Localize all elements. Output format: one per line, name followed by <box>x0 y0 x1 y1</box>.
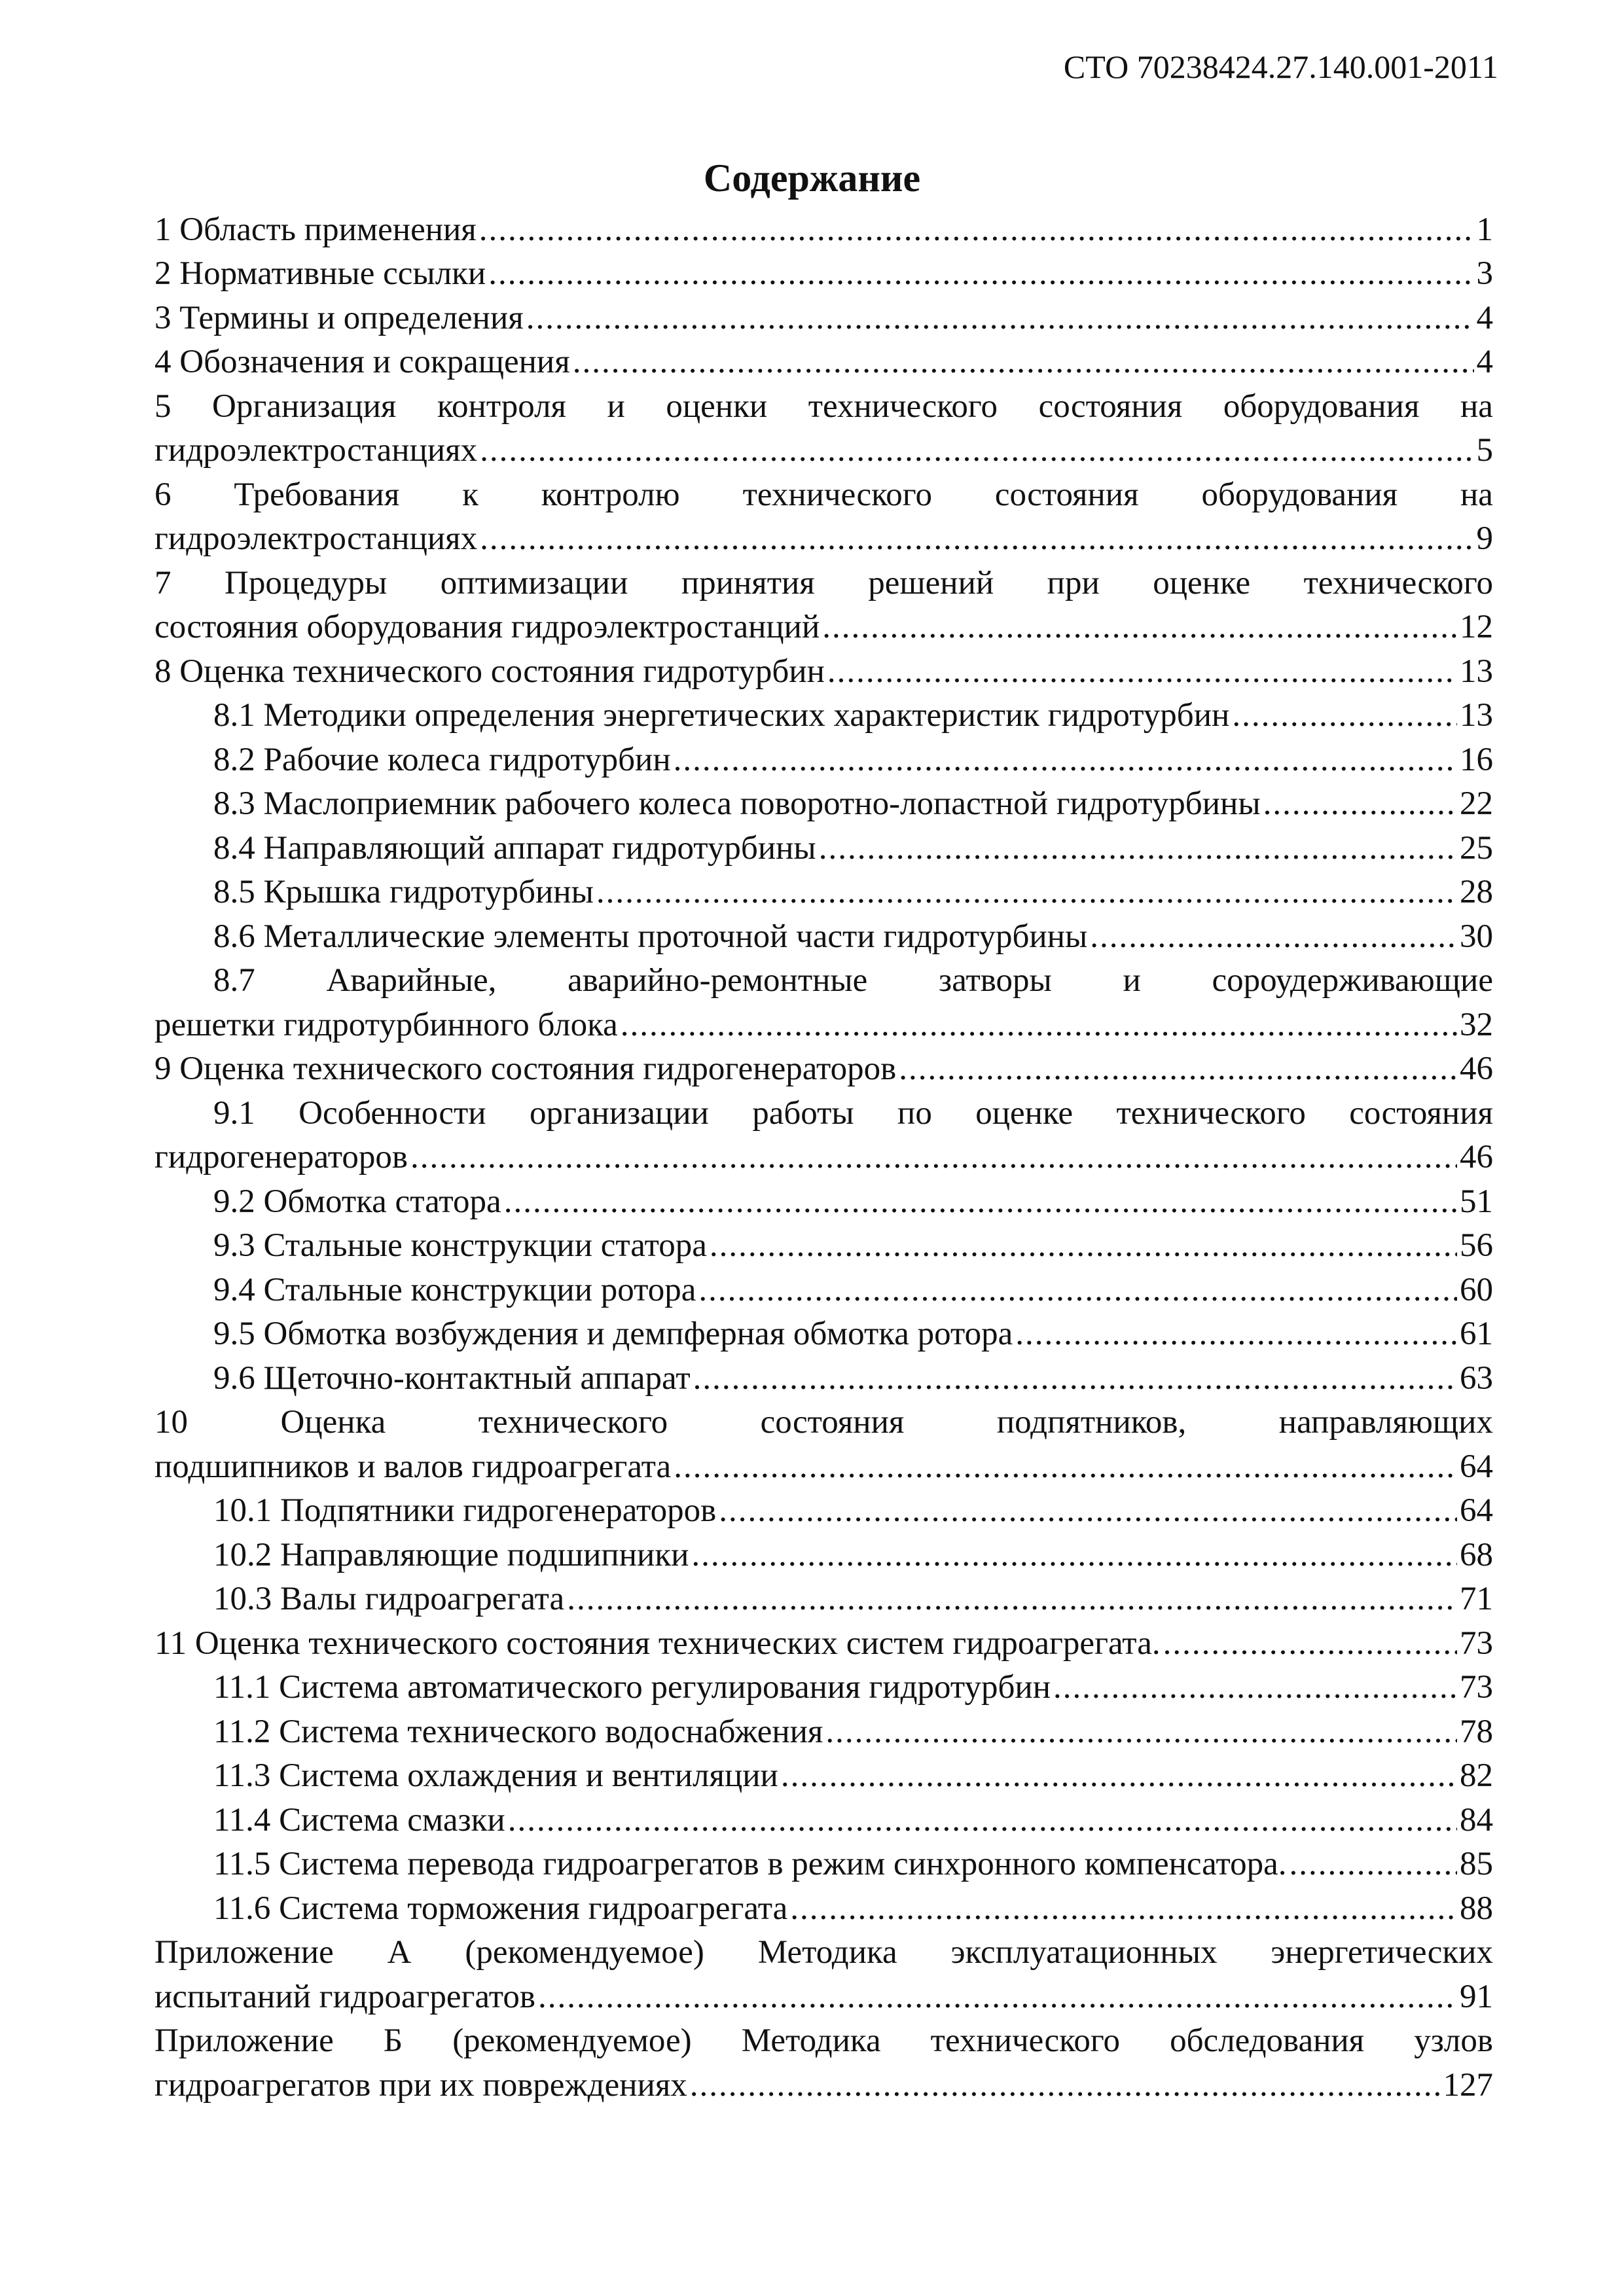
toc-entry-page: 3 <box>1476 255 1493 292</box>
dot-leader <box>819 829 1457 867</box>
toc-entry-line <box>154 999 1493 1044</box>
toc-entry-line <box>154 1662 1493 1707</box>
toc-entry-page: 51 <box>1460 1183 1493 1220</box>
toc-entry-word: узлов <box>1414 2022 1493 2059</box>
toc-entry-line <box>154 1795 1493 1839</box>
table-of-contents <box>154 204 1493 2104</box>
dot-leader <box>825 1713 1457 1751</box>
dot-leader <box>621 1006 1457 1044</box>
dot-leader <box>567 1580 1457 1618</box>
toc-entry-page: 73 <box>1460 1669 1493 1706</box>
toc-entry-word: Требования <box>234 476 400 513</box>
toc-entry-word: Приложение <box>154 1934 334 1971</box>
toc-entry-word: 8.7 <box>213 962 255 999</box>
toc-entry-page: 16 <box>1460 741 1493 778</box>
toc-entry-title: 11.3 Система охлаждения и вентиляции <box>213 1757 778 1794</box>
toc-entry-word: оптимизации <box>440 564 628 601</box>
toc-entry-page: 32 <box>1460 1006 1493 1043</box>
toc-entry-line <box>154 1751 1493 1795</box>
toc-entry-line <box>154 1618 1493 1662</box>
dot-leader <box>690 2066 1441 2104</box>
toc-entry-word: технического <box>1116 1094 1306 1132</box>
toc-entry-title: 9.3 Стальные конструкции статора <box>213 1227 707 1264</box>
dot-leader <box>1163 1624 1457 1662</box>
toc-entry-title: 3 Термины и определения <box>154 299 524 336</box>
toc-entry <box>154 1795 1493 1839</box>
toc-entry-title: решетки гидротурбинного блока <box>154 1006 618 1043</box>
toc-entry <box>154 1221 1493 1265</box>
page-title: Содержание <box>703 156 921 200</box>
toc-entry <box>154 204 1493 249</box>
toc-entry-line <box>154 381 1493 425</box>
toc-entry-word: Аварийные, <box>326 962 497 999</box>
toc-entry-page: 91 <box>1460 1978 1493 2015</box>
toc-entry-line <box>154 1706 1493 1751</box>
dot-leader <box>488 255 1473 293</box>
toc-entry-page: 73 <box>1460 1624 1493 1662</box>
toc-entry-line <box>154 1441 1493 1486</box>
toc-entry-title: гидроэлектростанциях <box>154 520 478 557</box>
toc-entry <box>154 867 1493 912</box>
toc-entry-page: 4 <box>1476 344 1493 380</box>
dot-leader <box>538 1978 1457 2016</box>
dot-leader <box>827 653 1457 691</box>
toc-entry-line <box>154 1486 1493 1530</box>
toc-entry-line <box>154 1353 1493 1397</box>
toc-entry <box>154 1088 1493 1176</box>
toc-entry <box>154 1397 1493 1486</box>
toc-entry <box>154 1176 1493 1221</box>
toc-entry-line <box>154 1397 1493 1442</box>
toc-entry-title: 8.3 Маслоприемник рабочего колеса поворотно-лопастной гидротурбины <box>213 785 1261 822</box>
toc-entry-line <box>154 1132 1493 1177</box>
toc-entry-page: 9 <box>1476 520 1493 557</box>
toc-entry-page: 1 <box>1476 211 1493 248</box>
toc-entry-page: 61 <box>1460 1316 1493 1352</box>
toc-entry-title: 11.2 Система технического водоснабжения <box>213 1713 823 1750</box>
toc-entry-line <box>154 1574 1493 1619</box>
toc-entry <box>154 1883 1493 1928</box>
dot-leader <box>719 1492 1457 1530</box>
toc-entry-word: на <box>1460 476 1493 513</box>
dot-leader <box>710 1227 1457 1265</box>
toc-entry <box>154 911 1493 956</box>
toc-entry-page: 88 <box>1460 1890 1493 1927</box>
toc-entry-title: 9 Оценка технического состояния гидрогенераторов <box>154 1050 897 1087</box>
toc-entry-word: 5 <box>154 387 171 425</box>
toc-entry <box>154 1353 1493 1397</box>
toc-entry <box>154 1044 1493 1088</box>
toc-entry-page: 12 <box>1460 609 1493 645</box>
toc-entry-word: (рекомендуемое) <box>465 1934 704 1971</box>
dot-leader <box>674 741 1457 779</box>
toc-entry-title: 4 Обозначения и сокращения <box>154 344 570 380</box>
toc-entry-title: гидроэлектростанциях <box>154 432 478 469</box>
toc-entry-line <box>154 425 1493 470</box>
toc-entry <box>154 249 1493 293</box>
toc-entry-word: состояния <box>994 476 1139 513</box>
toc-entry <box>154 2016 1493 2104</box>
toc-entry-word: 6 <box>154 476 171 513</box>
toc-entry-word: оборудования <box>1223 387 1420 425</box>
toc-entry-page: 5 <box>1476 432 1493 469</box>
toc-entry-title: 8.2 Рабочие колеса гидротурбин <box>213 741 671 778</box>
toc-entry <box>154 1309 1493 1354</box>
toc-entry-word: Методика <box>757 1934 897 1971</box>
toc-entry-page: 82 <box>1460 1757 1493 1794</box>
dot-leader <box>573 343 1474 381</box>
toc-entry <box>154 1618 1493 1662</box>
toc-entry-title: 10.1 Подпятники гидрогенераторов <box>213 1492 717 1529</box>
document-code: СТО 70238424.27.140.001-2011 <box>1063 48 1498 85</box>
toc-entry <box>154 1706 1493 1751</box>
toc-entry-line <box>154 337 1493 382</box>
toc-entry-word: 10 <box>154 1404 188 1441</box>
toc-entry-line <box>154 1928 1493 1972</box>
toc-entry-word: на <box>1460 387 1493 425</box>
toc-entry <box>154 734 1493 779</box>
toc-entry-word: Процедуры <box>224 564 388 601</box>
dot-leader <box>410 1138 1457 1176</box>
toc-entry-word: и <box>607 387 625 425</box>
toc-entry-word: технического <box>808 387 998 425</box>
toc-entry-page: 4 <box>1476 299 1493 336</box>
toc-entry-line <box>154 646 1493 691</box>
toc-entry-line <box>154 249 1493 293</box>
dot-leader <box>526 299 1474 337</box>
dot-leader <box>1015 1315 1457 1353</box>
toc-entry-line <box>154 2016 1493 2060</box>
toc-entry-line <box>154 1530 1493 1574</box>
toc-entry-word: технического <box>478 1404 668 1441</box>
toc-entry <box>154 337 1493 382</box>
toc-entry-page: 64 <box>1460 1448 1493 1485</box>
toc-entry-title: 2 Нормативные ссылки <box>154 255 486 292</box>
toc-entry <box>154 469 1493 558</box>
dot-leader <box>508 1801 1457 1839</box>
toc-entry-word: (рекомендуемое) <box>452 2022 692 2059</box>
toc-entry-line <box>154 1839 1493 1884</box>
toc-entry-title: 8.4 Направляющий аппарат гидротурбины <box>213 829 816 867</box>
toc-entry-page: 46 <box>1460 1139 1493 1175</box>
toc-entry-word: организации <box>529 1094 709 1132</box>
toc-entry-line <box>154 204 1493 249</box>
toc-entry-word: оценки <box>666 387 768 425</box>
toc-entry-title: 8 Оценка технического состояния гидротурбин <box>154 653 825 690</box>
toc-entry-title: 9.5 Обмотка возбуждения и демпферная обмотка ротора <box>213 1316 1013 1352</box>
toc-entry-word: обследования <box>1170 2022 1365 2059</box>
dot-leader <box>790 1890 1457 1928</box>
toc-entry-word: эксплуатационных <box>950 1934 1218 1971</box>
dot-leader <box>698 1271 1457 1309</box>
dot-leader <box>479 211 1474 249</box>
toc-entry-word: технического <box>930 2022 1121 2059</box>
toc-entry-word: состояния <box>1038 387 1183 425</box>
dot-leader <box>691 1536 1457 1574</box>
toc-entry-line <box>154 1088 1493 1132</box>
toc-entry-word: состояния <box>760 1404 905 1441</box>
toc-entry-title: гидроагрегатов при их повреждениях <box>154 2066 687 2104</box>
toc-entry-page: 30 <box>1460 918 1493 955</box>
toc-entry-title: 8.5 Крышка гидротурбины <box>213 874 594 910</box>
toc-entry <box>154 1751 1493 1795</box>
toc-entry-line <box>154 1265 1493 1309</box>
toc-entry-title: 9.4 Стальные конструкции ротора <box>213 1271 696 1308</box>
toc-entry-line <box>154 469 1493 514</box>
toc-entry-title: 11 Оценка технического состояния технических систем гидроагрегата. <box>154 1624 1161 1662</box>
toc-entry-page: 60 <box>1460 1271 1493 1308</box>
dot-leader <box>1263 785 1457 823</box>
dot-leader <box>1090 918 1457 956</box>
toc-entry-line <box>154 1883 1493 1928</box>
toc-entry-page: 63 <box>1460 1359 1493 1397</box>
toc-entry-word: по <box>897 1094 932 1132</box>
toc-entry-word: Приложение <box>154 2022 334 2059</box>
toc-entry-word: аварийно-ремонтные <box>568 962 868 999</box>
dot-leader <box>480 431 1473 469</box>
dot-leader <box>1232 696 1457 734</box>
toc-entry-page: 22 <box>1460 785 1493 822</box>
toc-entry-word: принятия <box>681 564 815 601</box>
toc-entry-page: 56 <box>1460 1227 1493 1264</box>
toc-entry-line <box>154 602 1493 647</box>
toc-entry-line <box>154 823 1493 867</box>
toc-entry-title: 11.4 Система смазки <box>213 1801 505 1839</box>
toc-entry-title: 1 Область применения <box>154 211 477 248</box>
toc-entry-word: оценке <box>1153 564 1251 601</box>
dot-leader <box>596 873 1457 911</box>
toc-entry-title: 9.6 Щеточно-контактный аппарат <box>213 1359 691 1397</box>
toc-entry-page: 68 <box>1460 1536 1493 1573</box>
toc-entry-word: направляющих <box>1278 1404 1493 1441</box>
toc-entry-page: 64 <box>1460 1492 1493 1529</box>
toc-entry <box>154 1928 1493 2016</box>
toc-entry-page: 84 <box>1460 1801 1493 1839</box>
toc-entry-title: состояния оборудования гидроэлектростанций <box>154 609 820 645</box>
dot-leader <box>822 608 1457 646</box>
toc-entry-page: 28 <box>1460 874 1493 910</box>
toc-entry-title: 9.2 Обмотка статора <box>213 1183 501 1220</box>
toc-entry-word: оценке <box>975 1094 1074 1132</box>
toc-entry-word: 9.1 <box>213 1094 255 1132</box>
toc-entry-word: при <box>1047 564 1100 601</box>
dot-leader <box>1053 1668 1457 1706</box>
dot-leader <box>781 1757 1457 1795</box>
toc-entry-line <box>154 514 1493 558</box>
toc-entry-title: 8.6 Металлические элементы проточной части гидротурбины <box>213 918 1088 955</box>
toc-entry-word: технического <box>1303 564 1493 601</box>
toc-entry <box>154 956 1493 1044</box>
toc-entry-line <box>154 293 1493 337</box>
toc-entry-word: к <box>462 476 478 513</box>
toc-entry-line <box>154 1176 1493 1221</box>
toc-entry-title: 11.6 Система торможения гидроагрегата <box>213 1890 788 1927</box>
toc-entry-word: Особенности <box>298 1094 486 1132</box>
toc-entry-title: подшипников и валов гидроагрегата <box>154 1448 672 1485</box>
toc-entry <box>154 293 1493 337</box>
toc-entry-page: 13 <box>1460 653 1493 690</box>
toc-entry-word: А <box>387 1934 412 1971</box>
dot-leader <box>1290 1845 1458 1883</box>
toc-entry-page: 78 <box>1460 1713 1493 1750</box>
toc-entry-word: Оценка <box>280 1404 386 1441</box>
toc-entry-word: 7 <box>154 564 171 601</box>
toc-entry-word: работы <box>752 1094 854 1132</box>
toc-entry-title: 11.1 Система автоматического регулирования гидротурбин <box>213 1669 1051 1706</box>
toc-entry-title: 8.1 Методики определения энергетических характеристик гидротурбин <box>213 697 1230 734</box>
toc-entry-page: 46 <box>1460 1050 1493 1087</box>
toc-entry-line <box>154 1309 1493 1354</box>
toc-entry-title: 10.2 Направляющие подшипники <box>213 1536 689 1573</box>
toc-entry <box>154 1530 1493 1574</box>
toc-entry-word: сороудерживающие <box>1212 962 1493 999</box>
toc-entry-word: подпятников, <box>996 1404 1187 1441</box>
toc-entry <box>154 1486 1493 1530</box>
toc-entry <box>154 381 1493 469</box>
toc-entry-page: 25 <box>1460 829 1493 867</box>
toc-entry-line <box>154 956 1493 1000</box>
toc-entry-word: Организация <box>212 387 397 425</box>
toc-entry-word: Методика <box>741 2022 881 2059</box>
toc-entry <box>154 691 1493 735</box>
toc-entry-line <box>154 734 1493 779</box>
toc-entry-line <box>154 2060 1493 2104</box>
toc-entry-title: 11.5 Система перевода гидроагрегатов в режим синхронного компенсатора. <box>213 1846 1287 1882</box>
toc-entry <box>154 1839 1493 1884</box>
toc-entry-title: гидрогенераторов <box>154 1139 408 1175</box>
toc-entry-line <box>154 911 1493 956</box>
toc-entry-page: 127 <box>1443 2066 1493 2104</box>
toc-entry-word: энергетических <box>1271 1934 1493 1971</box>
dot-leader <box>480 520 1473 558</box>
toc-entry-word: Б <box>383 2022 403 2059</box>
toc-entry-title: 10.3 Валы гидроагрегата <box>213 1581 565 1617</box>
toc-entry-word: контролю <box>541 476 680 513</box>
toc-entry-line <box>154 867 1493 912</box>
toc-entry-page: 85 <box>1460 1846 1493 1882</box>
toc-entry <box>154 779 1493 823</box>
toc-entry-title: испытаний гидроагрегатов <box>154 1978 535 2015</box>
toc-entry-word: затворы <box>939 962 1052 999</box>
toc-entry-word: оборудования <box>1201 476 1398 513</box>
toc-entry <box>154 646 1493 691</box>
toc-entry <box>154 823 1493 867</box>
toc-entry <box>154 558 1493 646</box>
toc-entry-line <box>154 779 1493 823</box>
toc-entry-word: контроля <box>437 387 566 425</box>
dot-leader <box>899 1050 1457 1088</box>
dot-leader <box>504 1183 1457 1221</box>
toc-entry-page: 71 <box>1460 1581 1493 1617</box>
toc-entry-word: состояния <box>1349 1094 1493 1132</box>
toc-entry-line <box>154 1221 1493 1265</box>
toc-entry-line <box>154 558 1493 602</box>
toc-entry-line <box>154 691 1493 735</box>
dot-leader <box>674 1448 1457 1486</box>
toc-entry-word: и <box>1123 962 1141 999</box>
toc-entry-line <box>154 1044 1493 1088</box>
toc-entry <box>154 1662 1493 1707</box>
toc-entry-page: 13 <box>1460 697 1493 734</box>
dot-leader <box>693 1359 1457 1397</box>
toc-entry-line <box>154 1971 1493 2016</box>
toc-entry-word: технического <box>742 476 932 513</box>
toc-entry <box>154 1574 1493 1619</box>
toc-entry-word: решений <box>868 564 994 601</box>
toc-entry <box>154 1265 1493 1309</box>
